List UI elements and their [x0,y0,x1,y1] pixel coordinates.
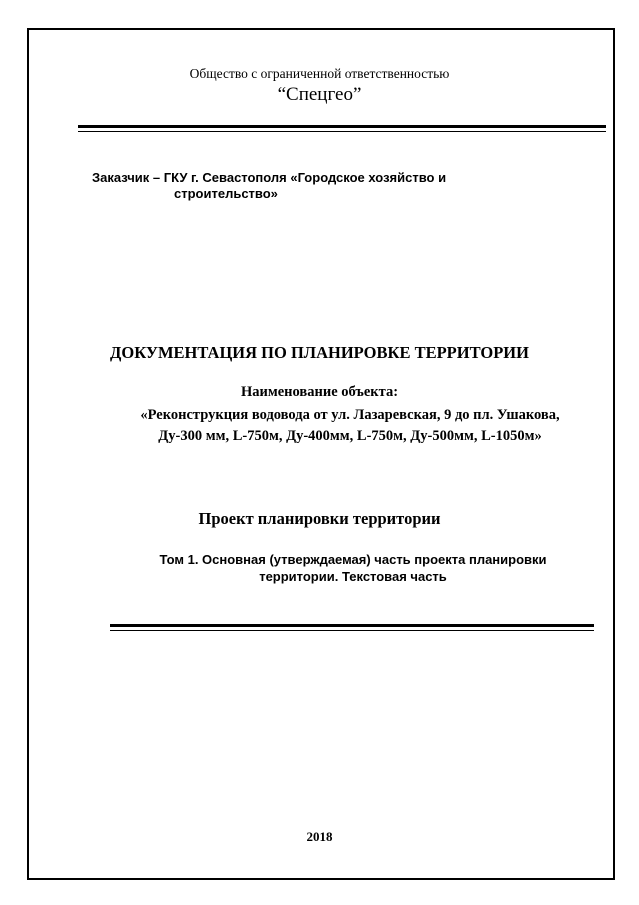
page-border-frame [27,28,615,880]
header-divider-thick [78,125,606,128]
organization-form: Общество с ограниченной ответственностью [189,66,450,81]
footer-divider-thin [110,630,594,631]
customer-block [92,170,562,202]
header-divider-thin [78,131,606,132]
object-name-line-1: «Реконструкция водовода от ул. Лазаревская, 9 до пл. Ушакова, [140,407,560,423]
object-name [70,405,630,447]
object-label: Наименование объекта: [240,384,399,400]
company-name: “Спецгео” [277,84,362,105]
volume-line-2: территории. Текстовая часть [259,569,447,584]
footer-divider-thick [110,624,594,627]
object-name-line-2: Ду-300 мм, L-750м, Ду-400мм, L-750м, Ду-500мм, L-1050м» [158,428,542,444]
customer-line-2: строительство» [174,186,278,201]
document-title: ДОКУМЕНТАЦИЯ ПО ПЛАНИРОВКЕ ТЕРРИТОРИИ [110,343,529,362]
project-title: Проект планировки территории [198,509,441,528]
document-year: 2018 [306,829,333,844]
volume-line-1: Том 1. Основная (утверждаемая) часть проекта планировки [159,552,547,567]
customer-line-1: Заказчик – ГКУ г. Севастополя «Городское хозяйство и [92,170,447,185]
volume-description [110,551,596,585]
